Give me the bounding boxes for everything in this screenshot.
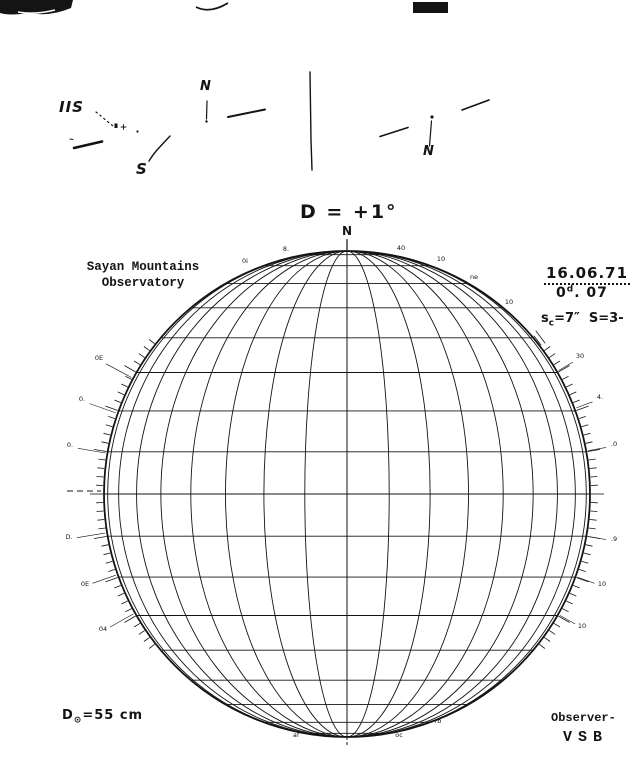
seeing-base: s <box>541 311 549 326</box>
limb-tick <box>586 442 593 444</box>
limb-angle-label: 10 <box>504 298 514 306</box>
limb-label-leader <box>588 537 606 540</box>
limb-angle-label: af <box>292 731 300 739</box>
limb-tick <box>589 459 596 460</box>
observer-label: Observer- <box>551 711 616 725</box>
meridian-line <box>191 251 347 737</box>
limb-tick <box>124 366 135 373</box>
sketch-north-tick-right <box>430 121 432 146</box>
limb-tick <box>579 569 586 571</box>
limb-angle-label: 04 <box>98 625 108 633</box>
meridian-line <box>226 251 348 737</box>
limb-tick <box>97 477 104 478</box>
seeing-subscript: c <box>548 318 555 329</box>
seeing-gap <box>580 311 589 326</box>
observatory-name-line2: Observatory <box>101 276 185 290</box>
scan-smudge-top-center <box>196 3 228 10</box>
limb-tick <box>573 400 580 403</box>
limb-tick <box>544 637 550 641</box>
diameter-value: =55 cm <box>82 708 144 723</box>
limb-tick <box>102 442 109 444</box>
limb-tick <box>562 609 568 612</box>
sketch-dot <box>136 130 138 132</box>
limb-tick <box>114 585 121 588</box>
limb-tick <box>579 416 586 418</box>
limb-tick <box>554 623 560 627</box>
limb-tick <box>587 449 600 451</box>
limb-tick <box>586 545 593 547</box>
limb-tick <box>94 536 107 538</box>
limb-label-leader <box>576 402 592 408</box>
limb-angle-label: rb <box>434 717 442 725</box>
sketch-south-arrow <box>149 136 170 161</box>
north-direction-label-right: N <box>423 144 434 159</box>
scan-artifacts <box>0 0 448 15</box>
north-direction-label-left: N <box>200 79 211 94</box>
time-unit-superscript: d <box>566 284 575 295</box>
limb-tick <box>573 585 580 588</box>
limb-tick <box>104 553 111 555</box>
observatory-name <box>76 259 210 291</box>
limb-angle-label: 0E <box>80 580 90 588</box>
meridian-line <box>347 251 389 737</box>
solar-limb <box>104 251 590 737</box>
observer-initials: VSB <box>563 729 609 746</box>
limb-tick <box>539 644 545 648</box>
limb-label-leader <box>90 404 116 413</box>
limb-tick <box>118 392 124 395</box>
meridian-line <box>347 251 503 737</box>
sunspot-group-label: IIS <box>59 98 84 116</box>
limb-tick <box>590 520 597 521</box>
sketch-sunspot-core <box>115 124 118 129</box>
limb-tick <box>549 354 555 358</box>
limb-tick <box>125 609 131 612</box>
limb-angle-label: 0. <box>78 395 86 403</box>
limb-tick <box>106 406 118 410</box>
limb-tick <box>104 433 111 435</box>
limb-angle-label: 0E <box>94 354 104 362</box>
limb-tick <box>125 376 131 379</box>
limb-tick <box>590 468 597 469</box>
time-base: 0 <box>556 285 567 301</box>
limb-tick <box>570 593 576 596</box>
limb-tick <box>549 630 555 634</box>
limb-angle-label: D. <box>65 533 73 541</box>
limb-tick <box>584 433 591 435</box>
limb-tick <box>108 416 115 418</box>
meridian-line <box>305 251 347 737</box>
limb-tick <box>554 361 560 365</box>
limb-label-leader <box>559 362 574 371</box>
limb-angle-label: .0 <box>610 440 618 448</box>
limb-tick <box>124 616 135 623</box>
limb-label-leader <box>77 533 105 538</box>
seeing-value: =7″ <box>554 311 580 326</box>
meridian-line <box>347 251 469 737</box>
sketch-tick <box>70 139 73 140</box>
meridian-line <box>137 251 347 737</box>
sketch-filament-right-a <box>380 128 408 137</box>
sketch-vertical-line <box>310 72 312 170</box>
limb-tick <box>106 561 113 563</box>
limb-label-leader <box>110 614 133 627</box>
sketch-north-dot-left <box>205 120 207 122</box>
meridian-line <box>347 251 557 737</box>
meridian-line <box>108 251 347 737</box>
disk-diameter-note <box>62 708 144 726</box>
limb-label-leader <box>578 577 595 583</box>
limb-tick <box>97 511 104 512</box>
sun-symbol: ⊙ <box>73 715 83 726</box>
sketch-dotted-leader <box>96 112 113 126</box>
limb-tick <box>590 477 597 478</box>
limb-tick <box>584 553 591 555</box>
south-direction-label: S <box>136 160 147 178</box>
limb-tick <box>108 569 115 571</box>
time-rest: . 07 <box>574 285 608 301</box>
observation-date: 16.06.71 <box>544 264 630 285</box>
limb-tick <box>134 361 140 365</box>
limb-label-leader <box>106 364 132 378</box>
limb-tick <box>582 561 589 563</box>
limb-tick <box>590 511 597 512</box>
disk-north-label: N <box>341 224 353 238</box>
limb-tick <box>149 644 155 648</box>
sketch-filament-right-b <box>462 100 489 110</box>
limb-angle-label: 0. <box>66 441 74 449</box>
scan-blob-top-left <box>0 0 73 15</box>
limb-tick <box>98 528 105 529</box>
limb-tick <box>102 545 109 547</box>
limb-tick <box>97 468 104 469</box>
limb-tick <box>106 425 113 427</box>
diameter-base: D <box>62 708 74 723</box>
limb-angle-label: oc <box>395 731 403 739</box>
sketch-filament-mid <box>228 110 265 118</box>
limb-tick <box>139 354 145 358</box>
sketch-plus-mark <box>121 125 126 130</box>
limb-angle-label: 10 <box>577 622 587 630</box>
limb-tick <box>106 578 118 582</box>
limb-angle-label: 0i <box>242 257 248 265</box>
limb-tick <box>576 578 588 582</box>
limb-tick <box>587 536 600 538</box>
limb-tick <box>576 406 588 410</box>
meridian-line <box>347 251 533 737</box>
limb-tick <box>139 630 145 634</box>
limb-label-leader <box>93 575 116 583</box>
limb-tick <box>144 637 150 641</box>
scan-scribble <box>534 331 545 345</box>
meridian-line <box>161 251 347 737</box>
limb-tick <box>558 616 569 623</box>
limb-angle-label: 4. <box>596 393 604 401</box>
limb-angle-label: 8. <box>282 245 290 253</box>
limb-tick <box>544 347 550 351</box>
limb-angle-label: 10 <box>436 255 446 263</box>
limb-tick <box>558 366 569 373</box>
scan-bar-top-right <box>413 2 448 13</box>
limb-tick <box>149 340 155 344</box>
meridian-line <box>347 251 430 737</box>
limb-tick <box>118 593 124 596</box>
sketch-north-tick-left <box>207 101 208 119</box>
limb-tick <box>589 528 596 529</box>
limb-label-leader <box>588 447 606 450</box>
seeing-note <box>541 311 624 329</box>
limb-tick <box>566 601 572 604</box>
limb-tick <box>114 400 121 403</box>
observatory-name-line1: Sayan Mountains <box>86 260 200 274</box>
declination-title: D = +1° <box>300 201 398 223</box>
limb-angle-label: 10 <box>597 580 607 588</box>
scan-blob-texture <box>18 10 55 13</box>
limb-tick <box>98 459 105 460</box>
limb-angle-label: 40 <box>396 244 406 252</box>
limb-label-leader <box>560 615 575 624</box>
sketch-filament-dash <box>74 142 102 149</box>
limb-label-leader <box>78 448 106 453</box>
limb-tick <box>570 392 576 395</box>
heliographic-grid <box>65 244 617 745</box>
sketch-north-dot-right <box>430 115 433 118</box>
limb-tick <box>134 623 140 627</box>
limb-tick <box>121 384 127 387</box>
limb-tick <box>582 425 589 427</box>
limb-tick <box>562 376 568 379</box>
observation-time <box>556 285 608 301</box>
meridian-line <box>119 251 347 737</box>
limb-tick <box>566 384 572 387</box>
limb-tick <box>121 601 127 604</box>
limb-tick <box>97 520 104 521</box>
meridian-line <box>264 251 347 737</box>
limb-angle-label: .9 <box>610 535 618 543</box>
quality-note: S=3- <box>588 311 624 326</box>
limb-angle-label: 30 <box>575 352 585 360</box>
limb-tick <box>94 449 107 451</box>
limb-tick <box>144 347 150 351</box>
limb-angle-label: ne <box>469 273 479 281</box>
